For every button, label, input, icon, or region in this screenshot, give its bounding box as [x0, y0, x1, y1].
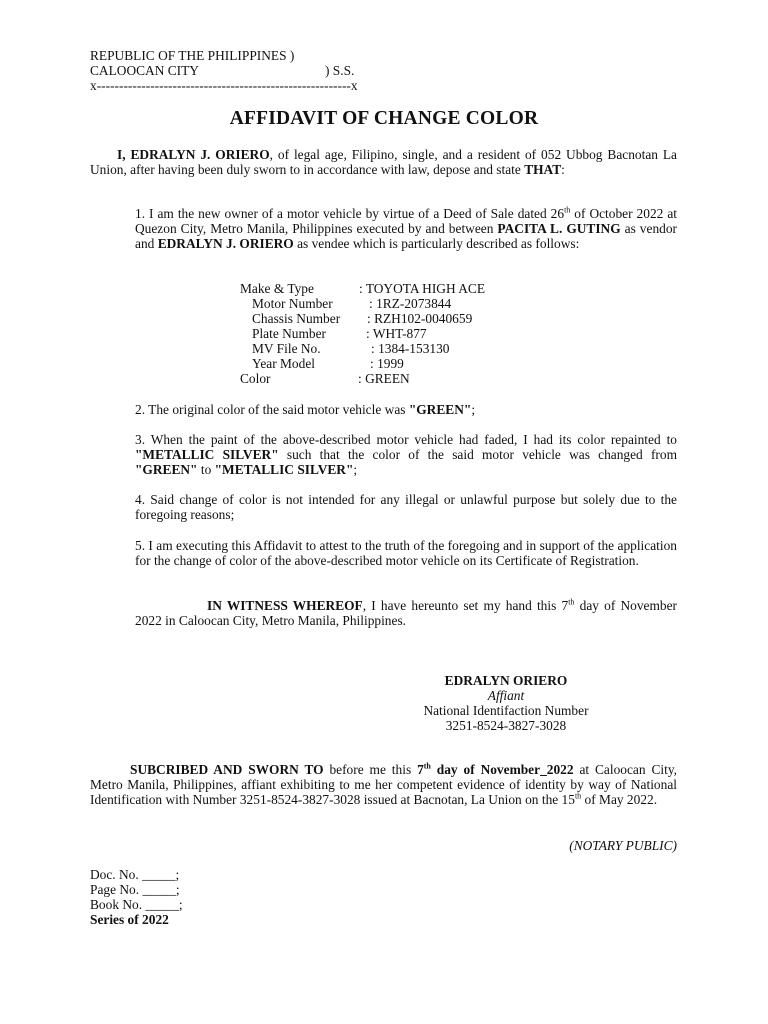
subscribed-paragraph — [90, 762, 677, 807]
witness-heading: IN WITNESS WHEREOF — [207, 598, 363, 613]
doc-no: Doc. No. _____; — [90, 867, 180, 882]
subscribed-date — [417, 762, 573, 777]
intro-that: THAT — [524, 162, 562, 177]
witness-paragraph — [135, 598, 677, 628]
subscribed-sup: th — [574, 791, 582, 801]
spec-row-color — [240, 371, 540, 386]
spec-value: : 1999 — [370, 356, 404, 371]
spec-value: : WHT-877 — [366, 326, 427, 341]
document-register — [90, 867, 290, 927]
spec-value: : GREEN — [358, 371, 410, 386]
id-number: 3251-8524-3827-3028 — [445, 718, 567, 733]
vendee-name: EDRALYN J. ORIERO — [157, 236, 294, 251]
p3-to-color: "METALLIC SILVER" — [214, 462, 354, 477]
p3-text-e: to — [197, 462, 215, 477]
vehicle-specs — [240, 281, 540, 386]
venue-line-city — [90, 63, 410, 78]
spec-value: : RZH102-0040659 — [367, 311, 473, 326]
spec-label: MV File No. — [252, 341, 321, 356]
spec-label: Motor Number — [252, 296, 333, 311]
paragraph-1 — [135, 206, 677, 251]
p3-text-a: 3. When the paint of the above-described motor vehicle had faded, I had its color repainted to — [135, 432, 677, 447]
spec-row-make — [240, 281, 540, 296]
p1-text-c: as vendor and — [135, 221, 677, 251]
subscribed-day-sup: th — [423, 761, 431, 771]
witness-text-a: , I have hereunto set my hand this 7 — [362, 598, 569, 613]
spec-label: Chassis Number — [252, 311, 341, 326]
p3-text-c: such that the color of the said motor vehicle was changed from — [278, 447, 677, 462]
venue-city: CALOOCAN CITY — [90, 63, 199, 78]
p3-from-color: "GREEN" — [135, 462, 198, 477]
p1-text-a: 1. I am the new owner of a motor vehicle by virtue of a Deed of Sale dated 26 — [135, 206, 565, 221]
paragraph-2 — [135, 402, 677, 417]
signature-block — [380, 673, 632, 733]
spec-row-motor — [240, 296, 540, 311]
spec-value: : TOYOTA HIGH ACE — [359, 281, 486, 296]
witness-text-b: day of November 2022 in Caloocan City, Metro Manila, Philippines. — [135, 598, 677, 628]
intro-paragraph — [90, 147, 677, 177]
subscribed-text-c: of May 2022. — [581, 792, 658, 807]
book-no: Book No. _____; — [90, 897, 183, 912]
venue-line-republic: REPUBLIC OF THE PHILIPPINES ) — [90, 48, 295, 63]
series: Series of 2022 — [90, 912, 169, 927]
affiant-role: Affiant — [487, 688, 525, 703]
spec-value: : 1RZ-2073844 — [369, 296, 452, 311]
paragraph-5: 5. I am executing this Affidavit to attest to the truth of the foregoing and in support of the application for the change of color of the above-described motor vehicle on its Certificate of Registration. — [135, 538, 677, 568]
subscribed-text-a: before me this — [323, 762, 418, 777]
spec-label: Color — [240, 371, 271, 386]
venue-separator: x---------------------------------------------------------x — [90, 78, 358, 93]
page-no: Page No. _____; — [90, 882, 180, 897]
p1-text-d: as vendee which is particularly described as follows: — [293, 236, 580, 251]
vendor-name: PACITA L. GUTING — [497, 221, 621, 236]
affiant-name-intro: I, EDRALYN J. ORIERO — [117, 147, 270, 162]
venue-block — [90, 48, 410, 93]
p2-text-a: 2. The original color of the said motor vehicle was — [135, 402, 409, 417]
venue-ss: ) S.S. — [325, 63, 355, 78]
subscribed-day: 7 — [417, 762, 424, 777]
intro-text-1: , of legal age, Filipino, single, and a resident of 052 Ubbog Bacnotan La Union, after having been duly sworn to in accordance with law, depose and state — [90, 147, 677, 177]
spec-row-mvfile — [240, 341, 540, 356]
spec-value: : 1384-153130 — [371, 341, 450, 356]
subscribed-heading: SUBCRIBED AND SWORN TO — [130, 762, 324, 777]
paragraph-4: 4. Said change of color is not intended for any illegal or unlawful purpose but solely due to the foregoing reasons; — [135, 492, 677, 522]
p1-text-b: of October 2022 at Quezon City, Metro Manila, Philippines executed by and between — [135, 206, 677, 236]
p2-text-c: ; — [471, 402, 476, 417]
p3-new-color: "METALLIC SILVER" — [135, 447, 279, 462]
spec-row-year — [240, 356, 540, 371]
intro-text-2: : — [561, 162, 565, 177]
notary-public: (NOTARY PUBLIC) — [569, 838, 677, 853]
subscribed-month: day of November_2022 — [430, 762, 574, 777]
witness-sup: th — [568, 597, 575, 607]
p3-text-g: ; — [353, 462, 358, 477]
id-label: National Identifaction Number — [423, 703, 589, 718]
document-title: AFFIDAVIT OF CHANGE COLOR — [229, 108, 539, 129]
spec-row-chassis — [240, 311, 540, 326]
subscribed-text-b: at Caloocan City, Metro Manila, Philippines, affiant exhibiting to me her competent evidence of identity by way of National Identification with Number 3251-8524-3827-3028 issued at Bacnotan, La Union on the 15 — [90, 762, 678, 807]
p1-sup: th — [564, 205, 571, 215]
spec-row-plate — [240, 326, 540, 341]
affiant-name: EDRALYN ORIERO — [444, 673, 568, 688]
p2-original-color: "GREEN" — [408, 402, 472, 417]
spec-label: Make & Type — [240, 281, 314, 296]
spec-label: Year Model — [252, 356, 315, 371]
paragraph-3 — [135, 432, 677, 477]
spec-label: Plate Number — [252, 326, 327, 341]
